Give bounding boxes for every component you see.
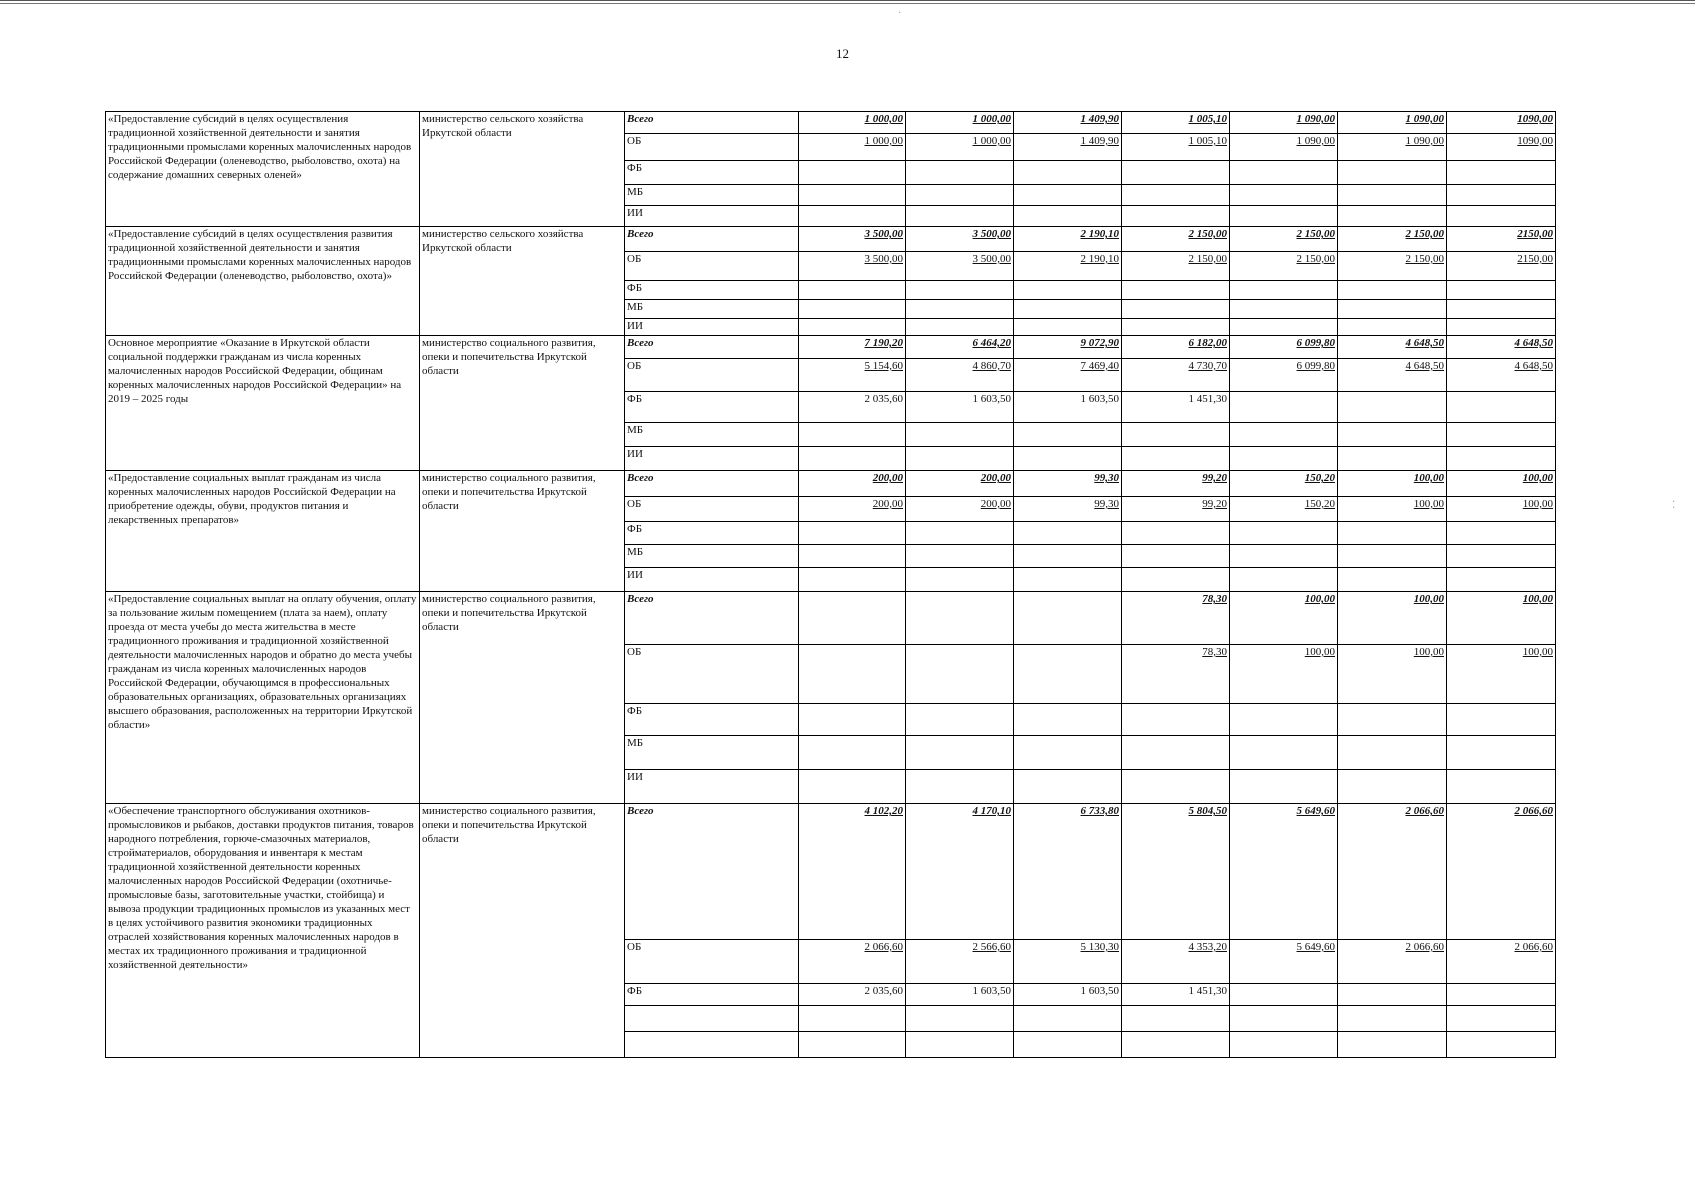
amount-cell <box>799 522 906 545</box>
amount-cell: 1 090,00 <box>1230 134 1338 161</box>
funding-source: ОБ <box>625 359 799 392</box>
funding-source: МБ <box>625 736 799 770</box>
amount-cell <box>1338 568 1447 592</box>
amount-cell: 4 170,10 <box>906 804 1014 940</box>
amount-cell <box>1447 161 1556 185</box>
amount-cell <box>906 522 1014 545</box>
amount-cell: 2 035,60 <box>799 984 906 1006</box>
scan-speck: ⁚ <box>1672 500 1676 511</box>
amount-cell: 200,00 <box>799 471 906 497</box>
funding-source: ОБ <box>625 252 799 281</box>
amount-cell: 2 150,00 <box>1338 252 1447 281</box>
amount-cell <box>799 568 906 592</box>
amount-cell: 2 066,60 <box>799 940 906 984</box>
amount-cell: 7 469,40 <box>1014 359 1122 392</box>
amount-cell: 1 000,00 <box>906 112 1014 134</box>
amount-cell <box>1447 1006 1556 1032</box>
amount-cell <box>1447 736 1556 770</box>
amount-cell: 100,00 <box>1338 497 1447 522</box>
amount-cell <box>1122 545 1230 568</box>
amount-cell <box>799 447 906 471</box>
funding-source: МБ <box>625 185 799 206</box>
amount-cell <box>906 592 1014 645</box>
amount-cell <box>1014 281 1122 300</box>
amount-cell: 200,00 <box>906 471 1014 497</box>
amount-cell <box>1447 522 1556 545</box>
funding-source: ИИ <box>625 770 799 804</box>
amount-cell <box>1338 300 1447 319</box>
funding-source: ОБ <box>625 497 799 522</box>
amount-cell: 5 804,50 <box>1122 804 1230 940</box>
table-row <box>106 227 1556 252</box>
amount-cell: 99,30 <box>1014 497 1122 522</box>
amount-cell <box>1014 185 1122 206</box>
amount-cell: 150,20 <box>1230 471 1338 497</box>
amount-cell: 1 005,10 <box>1122 112 1230 134</box>
funding-source: Всего <box>625 336 799 359</box>
amount-cell: 4 353,20 <box>1122 940 1230 984</box>
amount-cell: 3 500,00 <box>906 252 1014 281</box>
amount-cell <box>1338 392 1447 423</box>
amount-cell: 100,00 <box>1338 592 1447 645</box>
amount-cell <box>1447 185 1556 206</box>
amount-cell <box>1014 1032 1122 1058</box>
amount-cell: 1 090,00 <box>1230 112 1338 134</box>
table-row <box>106 112 1556 134</box>
scan-top-edge <box>0 0 1695 4</box>
funding-source: ИИ <box>625 206 799 227</box>
amount-cell <box>799 645 906 704</box>
amount-cell: 1090,00 <box>1447 134 1556 161</box>
amount-cell <box>1122 206 1230 227</box>
amount-cell <box>1338 1006 1447 1032</box>
amount-cell <box>1230 392 1338 423</box>
amount-cell: 2 150,00 <box>1230 227 1338 252</box>
amount-cell: 1 000,00 <box>799 112 906 134</box>
amount-cell <box>1014 206 1122 227</box>
amount-cell <box>1014 736 1122 770</box>
funding-source: ИИ <box>625 568 799 592</box>
amount-cell: 1090,00 <box>1447 112 1556 134</box>
amount-cell <box>1014 522 1122 545</box>
responsible-executor: министерство социального развития, опеки и попечительства Иркутской области <box>420 592 625 804</box>
amount-cell: 100,00 <box>1230 645 1338 704</box>
responsible-executor: министерство сельского хозяйства Иркутской области <box>420 227 625 336</box>
measure-description: «Предоставление субсидий в целях осуществления развития традиционной хозяйственной деятельности и занятия традиционными промыслами коренных малочисленных народов Российской Федерации (оленеводство, рыболовство, охота)» <box>106 227 420 336</box>
amount-cell: 150,20 <box>1230 497 1338 522</box>
amount-cell <box>1014 423 1122 447</box>
amount-cell: 99,20 <box>1122 497 1230 522</box>
amount-cell <box>1447 423 1556 447</box>
amount-cell <box>1230 161 1338 185</box>
amount-cell <box>1014 645 1122 704</box>
budget-table <box>105 111 1556 1058</box>
amount-cell <box>799 185 906 206</box>
amount-cell: 100,00 <box>1447 592 1556 645</box>
amount-cell: 4 102,20 <box>799 804 906 940</box>
amount-cell <box>1230 1032 1338 1058</box>
amount-cell <box>1122 185 1230 206</box>
amount-cell <box>799 206 906 227</box>
amount-cell: 1 409,90 <box>1014 112 1122 134</box>
funding-source: ФБ <box>625 161 799 185</box>
amount-cell <box>1230 1006 1338 1032</box>
amount-cell <box>1014 319 1122 336</box>
funding-source: МБ <box>625 545 799 568</box>
amount-cell <box>1447 770 1556 804</box>
funding-source: МБ <box>625 300 799 319</box>
amount-cell <box>1230 300 1338 319</box>
amount-cell <box>1447 984 1556 1006</box>
amount-cell: 100,00 <box>1447 497 1556 522</box>
amount-cell: 2 566,60 <box>906 940 1014 984</box>
amount-cell: 100,00 <box>1230 592 1338 645</box>
amount-cell <box>1338 185 1447 206</box>
amount-cell <box>1014 161 1122 185</box>
amount-cell <box>1014 770 1122 804</box>
table-row <box>106 592 1556 645</box>
amount-cell <box>906 185 1014 206</box>
amount-cell: 200,00 <box>799 497 906 522</box>
amount-cell <box>1230 185 1338 206</box>
amount-cell: 2 150,00 <box>1122 252 1230 281</box>
funding-source: ИИ <box>625 319 799 336</box>
amount-cell <box>1447 300 1556 319</box>
amount-cell: 1 090,00 <box>1338 134 1447 161</box>
amount-cell <box>799 423 906 447</box>
amount-cell <box>1447 281 1556 300</box>
amount-cell <box>799 1006 906 1032</box>
amount-cell <box>1122 522 1230 545</box>
amount-cell <box>1230 736 1338 770</box>
amount-cell <box>799 319 906 336</box>
responsible-executor: министерство сельского хозяйства Иркутской области <box>420 112 625 227</box>
amount-cell: 4 648,50 <box>1338 359 1447 392</box>
funding-source: Всего <box>625 804 799 940</box>
amount-cell: 99,20 <box>1122 471 1230 497</box>
amount-cell: 9 072,90 <box>1014 336 1122 359</box>
amount-cell <box>1338 770 1447 804</box>
amount-cell <box>799 281 906 300</box>
amount-cell <box>1230 447 1338 471</box>
funding-source <box>625 1032 799 1058</box>
funding-source <box>625 1006 799 1032</box>
amount-cell <box>1122 1006 1230 1032</box>
amount-cell: 2 066,60 <box>1338 940 1447 984</box>
amount-cell <box>799 736 906 770</box>
amount-cell <box>906 423 1014 447</box>
scan-speck: · <box>898 8 902 19</box>
amount-cell <box>1230 568 1338 592</box>
amount-cell <box>906 736 1014 770</box>
funding-source: ОБ <box>625 134 799 161</box>
amount-cell: 6 099,80 <box>1230 359 1338 392</box>
amount-cell: 2 190,10 <box>1014 252 1122 281</box>
amount-cell <box>906 645 1014 704</box>
amount-cell <box>799 161 906 185</box>
amount-cell <box>1230 770 1338 804</box>
amount-cell: 1 603,50 <box>1014 984 1122 1006</box>
amount-cell <box>1447 704 1556 736</box>
funding-source: Всего <box>625 471 799 497</box>
amount-cell: 100,00 <box>1447 645 1556 704</box>
amount-cell <box>1447 447 1556 471</box>
table-row <box>106 336 1556 359</box>
funding-source: МБ <box>625 423 799 447</box>
amount-cell <box>1447 545 1556 568</box>
amount-cell <box>906 319 1014 336</box>
amount-cell: 1 603,50 <box>906 984 1014 1006</box>
amount-cell <box>1014 1006 1122 1032</box>
amount-cell: 1 451,30 <box>1122 392 1230 423</box>
amount-cell <box>1338 319 1447 336</box>
amount-cell: 3 500,00 <box>906 227 1014 252</box>
amount-cell: 4 648,50 <box>1447 336 1556 359</box>
amount-cell <box>799 592 906 645</box>
funding-source: ФБ <box>625 522 799 545</box>
funding-source: Всего <box>625 227 799 252</box>
amount-cell <box>906 770 1014 804</box>
amount-cell <box>1014 704 1122 736</box>
amount-cell <box>1338 704 1447 736</box>
amount-cell <box>906 1032 1014 1058</box>
amount-cell <box>1122 281 1230 300</box>
amount-cell <box>1447 392 1556 423</box>
amount-cell <box>1122 704 1230 736</box>
measure-description: «Обеспечение транспортного обслуживания охотников-промысловиков и рыбаков, доставки продуктов питания, товаров народного потребления, горюче-смазочных материалов, стройматериалов, оборудования и инвентаря к местам традиционной хозяйственной деятельности коренных малочисленных народов Российской Федерации (охотничье-промысловые базы, заготовительные участки, стойбища) и вывоза продукции традиционных промыслов из указанных мест в целях устойчивого развития экономики традиционных отраслей хозяйствования коренных малочисленных народов в местах их традиционного проживания и традиционной хозяйственной деятельности» <box>106 804 420 1058</box>
amount-cell <box>906 300 1014 319</box>
amount-cell: 78,30 <box>1122 592 1230 645</box>
amount-cell <box>1122 447 1230 471</box>
amount-cell <box>1338 545 1447 568</box>
amount-cell <box>1122 1032 1230 1058</box>
amount-cell: 4 648,50 <box>1447 359 1556 392</box>
amount-cell <box>799 704 906 736</box>
amount-cell: 1 603,50 <box>906 392 1014 423</box>
amount-cell: 2 066,60 <box>1338 804 1447 940</box>
amount-cell: 100,00 <box>1338 471 1447 497</box>
measure-description: «Предоставление социальных выплат гражданам из числа коренных малочисленных народов Российской Федерации на приобретение одежды, обуви, продуктов питания и лекарственных препаратов» <box>106 471 420 592</box>
amount-cell <box>1447 319 1556 336</box>
amount-cell: 4 860,70 <box>906 359 1014 392</box>
amount-cell: 6 182,00 <box>1122 336 1230 359</box>
amount-cell <box>906 447 1014 471</box>
amount-cell <box>799 1032 906 1058</box>
amount-cell <box>1338 161 1447 185</box>
amount-cell <box>1014 592 1122 645</box>
amount-cell: 2150,00 <box>1447 252 1556 281</box>
amount-cell <box>906 1006 1014 1032</box>
amount-cell <box>1122 319 1230 336</box>
amount-cell <box>1230 704 1338 736</box>
funding-source: ФБ <box>625 984 799 1006</box>
amount-cell <box>1230 545 1338 568</box>
amount-cell <box>1338 736 1447 770</box>
amount-cell <box>906 704 1014 736</box>
measure-description: «Предоставление социальных выплат на оплату обучения, оплату за пользование жилым помещением (плата за наем), оплату проезда от места учебы до места жительства в месте традиционного проживания и традиционной хозяйственной деятельности малочисленных народов и обратно до места учебы гражданам из числа коренных малочисленных народов Российской Федерации, обучающимся в профессиональных образовательных организациях, образовательных организациях высшего образования, расположенных на территории Иркутской области» <box>106 592 420 804</box>
amount-cell: 2 066,60 <box>1447 804 1556 940</box>
measure-description: «Предоставление субсидий в целях осуществления традиционной хозяйственной деятельности и занятия традиционными промыслами коренных малочисленных народов Российской Федерации (оленеводство, рыболовство, охота) на содержание домашних северных оленей» <box>106 112 420 227</box>
amount-cell: 100,00 <box>1447 471 1556 497</box>
amount-cell: 1 409,90 <box>1014 134 1122 161</box>
funding-source: Всего <box>625 592 799 645</box>
funding-source: ОБ <box>625 940 799 984</box>
amount-cell <box>1338 423 1447 447</box>
amount-cell <box>906 281 1014 300</box>
amount-cell <box>1338 522 1447 545</box>
funding-source: ФБ <box>625 704 799 736</box>
funding-source: ФБ <box>625 392 799 423</box>
amount-cell: 6 099,80 <box>1230 336 1338 359</box>
amount-cell <box>1447 206 1556 227</box>
responsible-executor: министерство социального развития, опеки и попечительства Иркутской области <box>420 804 625 1058</box>
amount-cell: 2150,00 <box>1447 227 1556 252</box>
amount-cell: 2 150,00 <box>1230 252 1338 281</box>
measure-description: Основное мероприятие «Оказание в Иркутской области социальной поддержки гражданам из числа коренных малочисленных народов Российской Федерации, общинам коренных малочисленных народов Российской Федерации» на 2019 – 2025 годы <box>106 336 420 471</box>
amount-cell: 100,00 <box>1338 645 1447 704</box>
amount-cell: 1 603,50 <box>1014 392 1122 423</box>
amount-cell <box>1230 281 1338 300</box>
amount-cell <box>906 568 1014 592</box>
amount-cell <box>906 545 1014 568</box>
table-row <box>106 471 1556 497</box>
amount-cell <box>1230 319 1338 336</box>
amount-cell <box>799 300 906 319</box>
amount-cell <box>1122 770 1230 804</box>
amount-cell <box>1338 447 1447 471</box>
funding-source: Всего <box>625 112 799 134</box>
amount-cell <box>906 206 1014 227</box>
amount-cell <box>1122 568 1230 592</box>
amount-cell: 99,30 <box>1014 471 1122 497</box>
amount-cell: 4 730,70 <box>1122 359 1230 392</box>
amount-cell <box>799 545 906 568</box>
amount-cell <box>1230 522 1338 545</box>
amount-cell <box>1338 206 1447 227</box>
amount-cell: 7 190,20 <box>799 336 906 359</box>
amount-cell <box>1014 300 1122 319</box>
amount-cell <box>1122 161 1230 185</box>
amount-cell: 5 649,60 <box>1230 804 1338 940</box>
responsible-executor: министерство социального развития, опеки и попечительства Иркутской области <box>420 471 625 592</box>
amount-cell <box>906 161 1014 185</box>
amount-cell <box>1447 1032 1556 1058</box>
amount-cell: 1 090,00 <box>1338 112 1447 134</box>
table-row <box>106 804 1556 940</box>
amount-cell: 2 035,60 <box>799 392 906 423</box>
amount-cell: 1 000,00 <box>906 134 1014 161</box>
amount-cell: 2 150,00 <box>1122 227 1230 252</box>
amount-cell <box>1447 568 1556 592</box>
amount-cell: 3 500,00 <box>799 252 906 281</box>
funding-source: ОБ <box>625 645 799 704</box>
amount-cell <box>1230 206 1338 227</box>
amount-cell: 3 500,00 <box>799 227 906 252</box>
amount-cell <box>1014 568 1122 592</box>
amount-cell: 5 130,30 <box>1014 940 1122 984</box>
amount-cell <box>1122 423 1230 447</box>
amount-cell: 5 649,60 <box>1230 940 1338 984</box>
page-number: 12 <box>836 46 849 61</box>
amount-cell <box>1338 984 1447 1006</box>
amount-cell <box>1014 545 1122 568</box>
amount-cell: 78,30 <box>1122 645 1230 704</box>
amount-cell: 200,00 <box>906 497 1014 522</box>
funding-source: ФБ <box>625 281 799 300</box>
amount-cell <box>1230 984 1338 1006</box>
funding-source: ИИ <box>625 447 799 471</box>
amount-cell: 4 648,50 <box>1338 336 1447 359</box>
amount-cell <box>1230 423 1338 447</box>
amount-cell <box>1338 281 1447 300</box>
responsible-executor: министерство социального развития, опеки и попечительства Иркутской области <box>420 336 625 471</box>
amount-cell <box>1122 736 1230 770</box>
amount-cell <box>799 770 906 804</box>
amount-cell: 2 150,00 <box>1338 227 1447 252</box>
amount-cell <box>1338 1032 1447 1058</box>
amount-cell: 1 005,10 <box>1122 134 1230 161</box>
amount-cell <box>1122 300 1230 319</box>
amount-cell: 2 066,60 <box>1447 940 1556 984</box>
amount-cell: 1 000,00 <box>799 134 906 161</box>
amount-cell: 5 154,60 <box>799 359 906 392</box>
amount-cell: 6 733,80 <box>1014 804 1122 940</box>
amount-cell: 2 190,10 <box>1014 227 1122 252</box>
amount-cell <box>1014 447 1122 471</box>
amount-cell: 1 451,30 <box>1122 984 1230 1006</box>
amount-cell: 6 464,20 <box>906 336 1014 359</box>
